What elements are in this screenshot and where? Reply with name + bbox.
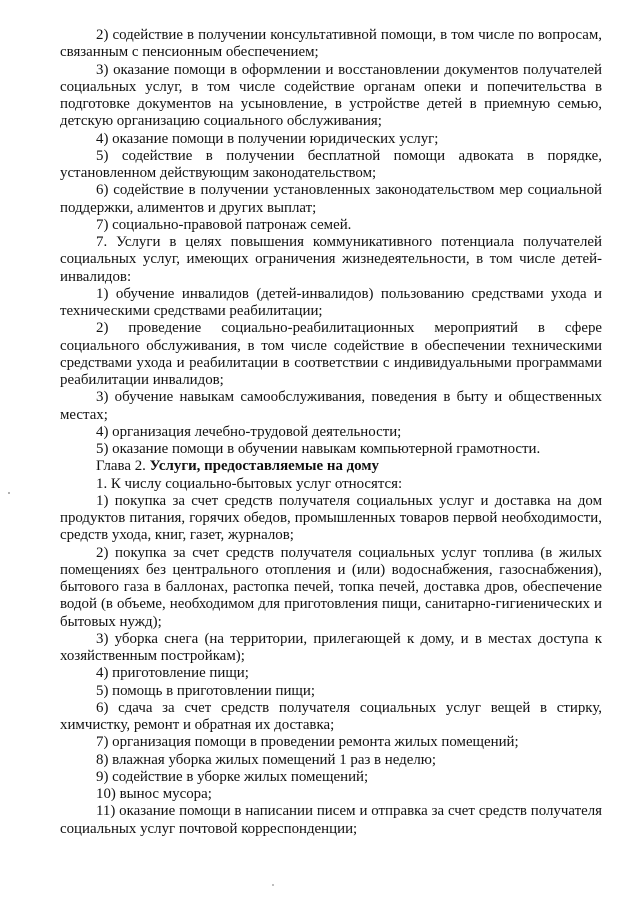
chapter-heading [60,458,602,475]
paragraph: 2) содействие в получении консультативной помощи, в том числе по вопросам, связанным с пенсионным обеспечением; [60,27,602,61]
paragraph: 7) социально-правовой патронаж семей. [96,216,352,233]
paragraph: 8) влажная уборка жилых помещений 1 раз в неделю; [96,751,437,768]
paragraph: 6) сдача за счет средств получателя социальных услуг вещей в стирку, химчистку, ремонт и обратная их доставка; [60,699,602,733]
paragraph: 4) организация лечебно-трудовой деятельности; [96,423,402,440]
paragraph: 3) обучение навыкам самообслуживания, поведения в быту и общественных местах; [60,389,602,423]
paragraph: 4) приготовление пищи; [96,665,249,682]
paragraph: 1) покупка за счет средств получателя социальных услуг и доставка на дом продуктов питания, горячих обедов, промышленных товаров первой необходимости, средств ухода, книг, газет, журналов; [60,492,602,544]
scan-speck [272,884,274,886]
paragraph: 7. Услуги в целях повышения коммуникативного потенциала получателей социальных услуг, имеющих ограничения жизнедеятельности, в том числе детей-инвалидов: [60,234,602,285]
paragraph: 3) оказание помощи в оформлении и восстановлении документов получателей социальных услуг, в том числе содействие органам опеки и попечительства в подготовке документов на усыновление, в устройстве детей в приемную семью, детскую организацию социального обслуживания; [60,61,602,130]
chapter-heading-lead: Глава 2. [96,458,146,475]
chapter-heading-title: Услуги, предоставляемые на дому [149,458,379,475]
paragraph: 2) проведение социально-реабилитационных мероприятий в сфере социального обслуживания, в том числе содействие в обеспечении техническими средствами ухода и реабилитации в соответствии с индивидуальными программами реабилитации инвалидов; [60,320,602,388]
paragraph: 1) обучение инвалидов (детей-инвалидов) пользованию средствами ухода и техническими средствами реабилитации; [60,285,602,319]
paragraph: 9) содействие в уборке жилых помещений; [96,768,369,785]
paragraph: 6) содействие в получении установленных законодательством мер социальной поддержки, алиментов и других выплат; [60,182,602,216]
paragraph: 11) оказание помощи в написании писем и отправка за счет средств получателя социальных услуг почтовой корреспонденции; [60,803,602,837]
paragraph: 5) помощь в приготовлении пищи; [96,682,315,699]
paragraph: 5) оказание помощи в обучении навыкам компьютерной грамотности. [96,441,541,457]
paragraph: 1. К числу социально-бытовых услуг относятся: [96,475,403,492]
paragraph: 7) организация помощи в проведении ремонта жилых помещений; [96,734,519,751]
paragraph: 2) покупка за счет средств получателя социальных услуг топлива (в жилых помещениях без центрального отопления и (или) водоснабжения, газоснабжения), бытового газа в баллонах, растопка печей, топка печей, доставка дров, обеспечение водой (в объеме, необходимом для приготовления пищи, санитарно-гигиенических и бытовых нужд); [60,544,602,630]
paragraph: 4) оказание помощи в получении юридических услуг; [96,130,439,147]
paragraph: 3) уборка снега (на территории, прилегающей к дому, и в местах доступа к хозяйственным постройкам); [60,630,602,664]
scan-speck [8,492,10,494]
paragraph: 10) вынос мусора; [96,786,212,802]
paragraph: 5) содействие в получении бесплатной помощи адвоката в порядке, установленном действующим законодательством; [60,147,602,181]
